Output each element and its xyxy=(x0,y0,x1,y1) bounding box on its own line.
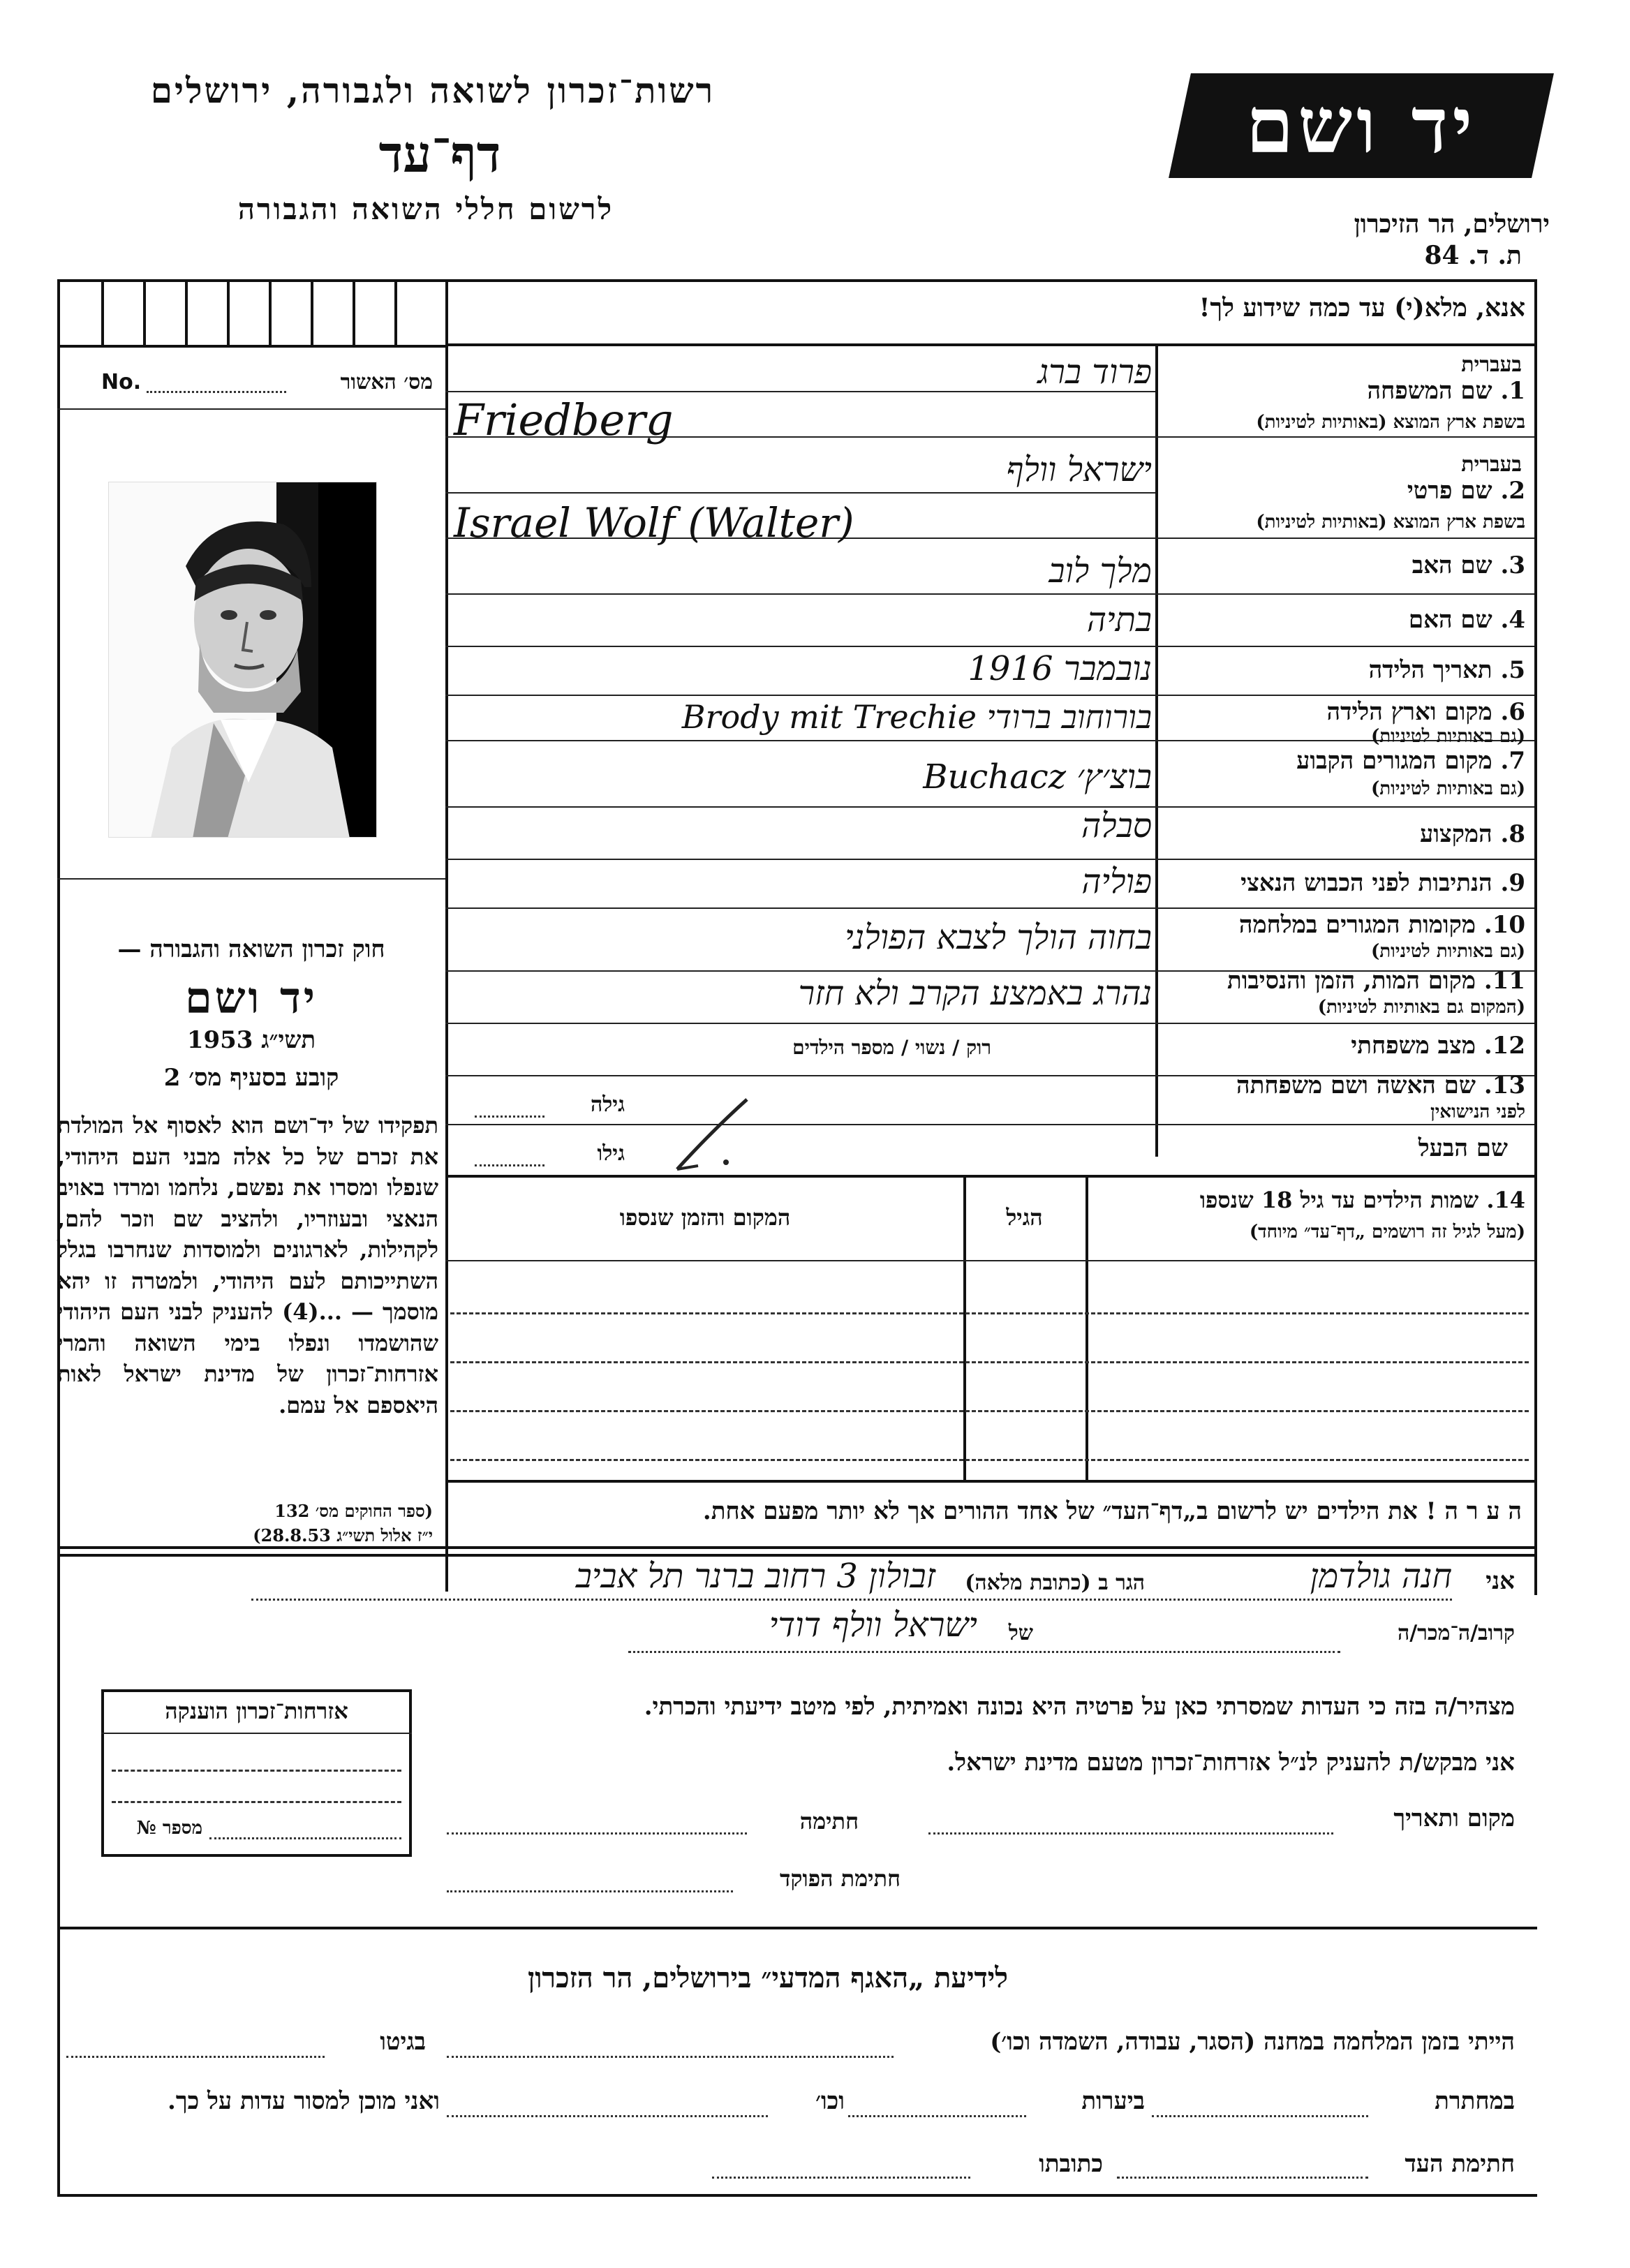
children-bottom xyxy=(445,1480,1534,1483)
field-13-number: 13. xyxy=(1483,1072,1525,1099)
dept-witness-sig-line[interactable] xyxy=(1117,2177,1368,2179)
field-2-text: שם פרטי xyxy=(1407,477,1492,505)
label-col-divider xyxy=(1155,343,1158,1157)
decl-place-date-label: מקום ותאריך xyxy=(1393,1804,1515,1832)
field-9-text: הנתיבות לפני הכבוש הנאצי xyxy=(1240,869,1492,897)
field-6-label xyxy=(1159,698,1525,726)
dept-underground-line[interactable] xyxy=(1152,2115,1368,2117)
citizenship-number-label: מספר № xyxy=(136,1818,202,1839)
dept-heading: לידיעת „האגף המדעי״ בירושלים, הר הזכרון xyxy=(528,1962,1008,1994)
form-subtitle: לרשום חללי השואה והגבורה xyxy=(237,192,614,226)
field-5-value[interactable]: נובמבר 1916 xyxy=(968,649,1152,688)
intro-text: אנא, מלא(י) עד כמה שידוע לך! xyxy=(1199,293,1525,323)
decl-i-label: אני xyxy=(1485,1567,1515,1595)
children-age-header: הגיל xyxy=(1006,1204,1043,1231)
frame-right xyxy=(1534,279,1537,1595)
law-clause: קובע בסעיף מס׳ 2 xyxy=(163,1064,339,1092)
children-row-3[interactable] xyxy=(450,1410,1529,1412)
field-1-lang: בעברית xyxy=(1461,353,1522,377)
decl-official-sig-label: חתימת הפוקד xyxy=(780,1865,901,1892)
field-1-label xyxy=(1159,377,1525,405)
field-12-number: 12. xyxy=(1483,1032,1525,1060)
row-sep-13 xyxy=(445,1124,1534,1125)
field-7-note: (גם באותיות לטיניות) xyxy=(1370,778,1525,799)
field-2-lang: בעברית xyxy=(1461,452,1522,477)
field-12-label xyxy=(1159,1032,1525,1060)
field-3-text: שם האב xyxy=(1412,551,1492,579)
checkbox-div-1 xyxy=(101,279,104,346)
decl-relation-value[interactable]: ישראל וולף דודי xyxy=(769,1606,977,1645)
dept-line1-a: הייתי בזמן המלחמה במחנה (הסגר, עבודה, השמדה וכו׳) xyxy=(990,2028,1515,2056)
handwritten-mark-icon xyxy=(656,1089,768,1180)
field-2-label xyxy=(1159,477,1525,505)
children-row-1[interactable] xyxy=(450,1312,1529,1314)
children-place-header: המקום והזמן שנספו xyxy=(619,1204,791,1231)
field-11-text: מקום המות, הזמן והנסיבות xyxy=(1227,967,1476,995)
declaration-top xyxy=(57,1546,1537,1549)
dept-camp-line[interactable] xyxy=(447,2056,894,2058)
dept-line2-c: וכו׳ xyxy=(815,2087,845,2115)
dept-etc-line[interactable] xyxy=(447,2115,768,2117)
field-6-note: (גם באותיות לטיניות) xyxy=(1370,726,1525,747)
citizenship-title-sep xyxy=(101,1733,412,1734)
field-10-number: 10. xyxy=(1483,911,1525,939)
dept-line1-b: בגיטו xyxy=(380,2028,426,2056)
decl-place-date-line[interactable] xyxy=(928,1832,1333,1835)
checkbox-div-2 xyxy=(143,279,146,346)
row-sep-9 xyxy=(445,907,1534,909)
checkbox-strip-bottom xyxy=(57,345,448,348)
photo-underline xyxy=(57,878,445,880)
field-2-hebrew-value[interactable]: ישראל וולף xyxy=(1006,450,1152,489)
field-6-number: 6. xyxy=(1500,698,1525,726)
approval-no: No. xyxy=(101,370,142,394)
field-1-latin-value[interactable]: Friedberg xyxy=(454,394,674,445)
main-divider xyxy=(445,279,448,1592)
dept-line3-b: כתובתו xyxy=(1039,2150,1103,2178)
row-sep-8 xyxy=(445,859,1534,860)
field-11-label xyxy=(1159,967,1525,995)
field-11-value[interactable]: נהרג באמצע הקרב ולא חזר xyxy=(798,974,1152,1013)
children-label: 14. שמות הילדים עד גיל 18 שנספו xyxy=(1199,1187,1525,1213)
decl-resides-label: הגר ב (כתובת מלאה) xyxy=(965,1571,1145,1595)
dept-line2-d: ואני מוכן למסור עדות על כך. xyxy=(168,2087,440,2115)
dept-forest-line[interactable] xyxy=(848,2115,1026,2117)
intro-underline xyxy=(445,343,1534,346)
law-heading: חוק זכרון השואה והגבורה — xyxy=(117,935,385,963)
dept-line2-a: במחתרת xyxy=(1435,2087,1515,2115)
children-col-2 xyxy=(1086,1175,1088,1482)
checkbox-div-4 xyxy=(227,279,230,346)
children-note: (מעל לגיל זה רושמים „דף־עד״ מיוחד) xyxy=(1249,1222,1525,1243)
field-4-value[interactable]: בתיה xyxy=(1086,600,1152,639)
field-12-options[interactable]: רוק / נשוי / מספר הילדים xyxy=(792,1036,991,1059)
row-sep-11 xyxy=(445,1023,1534,1024)
decl-relative-label: קרוב/ה־מכר/ה xyxy=(1397,1621,1515,1645)
age-she-label: גילה xyxy=(590,1092,625,1117)
law-year: תשי״ג 1953 xyxy=(186,1026,316,1054)
husband-label: שם הבעל xyxy=(1418,1134,1508,1162)
form-title: דף־עד xyxy=(378,124,501,184)
approval-no-line xyxy=(147,391,286,393)
location-line: ירושלים, הר הזיכרון xyxy=(1354,209,1550,239)
field-10-value[interactable]: בחוה הולך לצבא הפולני xyxy=(845,918,1152,957)
age-he-label: גילו xyxy=(597,1141,625,1166)
field-9-number: 9. xyxy=(1500,869,1525,897)
children-header-sep xyxy=(445,1260,1534,1261)
decl-signature-label: חתימה xyxy=(799,1808,859,1835)
field-2-latin-value[interactable]: Israel Wolf (Walter) xyxy=(454,499,854,547)
decl-address-value[interactable]: זבולון 3 רחוב ברנר תל אביב xyxy=(575,1557,935,1596)
field-8-label xyxy=(1159,820,1525,848)
law-name: יד ושם xyxy=(184,972,318,1023)
approval-underline xyxy=(57,408,445,410)
law-ref-2: י״ז אלול תשי״ג 28.8.53) xyxy=(253,1525,433,1546)
field-7-number: 7. xyxy=(1500,747,1525,775)
field-6-text: מקום וארץ הלידה xyxy=(1326,698,1492,726)
portrait-photo-icon xyxy=(109,482,377,838)
decl-official-sig-line[interactable] xyxy=(447,1890,733,1892)
field-1-hebrew-value[interactable]: פרוד ברג xyxy=(1037,353,1152,392)
dept-line2-b: ביערות xyxy=(1081,2087,1145,2115)
checkbox-div-8 xyxy=(394,279,397,346)
field-3-value[interactable]: מלך לוב xyxy=(1049,551,1152,591)
logo-text: יד ושם xyxy=(1245,80,1477,170)
field-3-label xyxy=(1159,551,1525,579)
citizenship-number-line[interactable] xyxy=(209,1837,401,1839)
field-5-number: 5. xyxy=(1500,656,1525,684)
law-paragraph: תפקידו של יד־ושם הוא לאסוף אל המולדת את זכרם של כל אלה מבני העם היהודי, שנפלו ומסרו את נפשם, נלחמו ומרדו באויב הנאצי ובעוזריו, ולהציב שם וזכר להם, לקהילות, לארגונים ולמוסדות שנחרבו בגלל השתייכותם לעם היהודי, ולמטרה זו יהא מוסמך — ...(4) להעניק לבני העם היהודי שהושמדו ונפלו בימי השואה והמרי אזרחות־זכרון של מדינת ישראל לאות היאספם אל עמם. xyxy=(57,1112,439,1418)
field-2-number: 2. xyxy=(1500,477,1525,505)
decl-relation-line xyxy=(628,1651,1340,1653)
frame-top xyxy=(57,279,1537,282)
citizenship-line-2 xyxy=(112,1801,401,1803)
field-13-note: לפני הנישואין xyxy=(1430,1102,1525,1122)
field-13-label xyxy=(1159,1072,1525,1099)
field-3-number: 3. xyxy=(1500,551,1525,579)
field-1-note: בשפת ארץ המוצא (באותיות לטיניות) xyxy=(1256,412,1525,433)
dept-ghetto-line[interactable] xyxy=(66,2056,325,2058)
field-13-text: שם האשה ושם משפחתה xyxy=(1236,1072,1476,1099)
field-11-note: (המקום גם באותיות לטיניות) xyxy=(1317,997,1525,1018)
field-10-text: מקומות המגורים במלחמה xyxy=(1238,911,1476,939)
frame-bottom xyxy=(57,2194,1537,2197)
age-she-line[interactable] xyxy=(475,1116,544,1118)
field-4-text: שם האם xyxy=(1408,606,1492,634)
dept-top xyxy=(57,1927,1537,1929)
row-sep-4 xyxy=(445,646,1534,647)
checkbox-div-5 xyxy=(269,279,272,346)
field-1-text: שם המשפחה xyxy=(1367,377,1492,405)
po-box: ת. ד. 84 xyxy=(1424,241,1522,270)
field-1-number: 1. xyxy=(1500,377,1525,405)
children-row-2[interactable] xyxy=(450,1361,1529,1363)
authority-title: רשות־זכרון לשואה ולגבורה, ירושלים xyxy=(150,70,716,111)
field-4-number: 4. xyxy=(1500,606,1525,634)
decl-signature-line[interactable] xyxy=(447,1832,747,1835)
age-he-line[interactable] xyxy=(475,1164,544,1166)
portrait-photo xyxy=(108,482,377,838)
field-4-label xyxy=(1159,606,1525,634)
decl-request: אני מבקש/ת להעניק לנ״ל אזרחות־זכרון מטעם מדינת ישראל. xyxy=(947,1749,1515,1777)
field-7-label xyxy=(1159,747,1525,775)
value-line-2a xyxy=(445,492,1155,494)
children-col-1 xyxy=(963,1175,966,1482)
field-7-value[interactable]: Buchacz בוצ׳ץ׳ xyxy=(923,757,1152,796)
children-row-4[interactable] xyxy=(450,1459,1529,1461)
fields-bottom xyxy=(445,1175,1534,1178)
field-10-note: (גם באותיות לטיניות) xyxy=(1370,941,1525,962)
decl-statement: מצהיר/ה בזה כי העדות שמסרתי כאן על פרטיה היא נכונה ואמיתית, לפי מיטב ידיעתי והכרתי. xyxy=(644,1693,1515,1721)
children-note-remark: ה ע ר ה ! את הילדים יש לרשום ב„דף־העד״ של אחד ההורים אך לא יותר מפעם אחת. xyxy=(702,1497,1522,1525)
row-sep-3 xyxy=(445,593,1534,595)
field-2-note: בשפת ארץ המוצא (באותיות לטיניות) xyxy=(1256,512,1525,533)
decl-i-value[interactable]: חנה גולדמן xyxy=(1310,1557,1452,1596)
field-8-number: 8. xyxy=(1500,820,1525,848)
field-5-text: תאריך הלידה xyxy=(1368,656,1492,684)
field-12-text: מצב משפחתי xyxy=(1351,1032,1476,1060)
approval-label: מס׳ האשור xyxy=(340,370,433,394)
field-6-value[interactable]: Brody mit Trechie בורוחוב ברודי xyxy=(681,698,1152,736)
dept-address-line[interactable] xyxy=(712,2177,970,2179)
law-ref-1: (ספר החוקים מס׳ 132 xyxy=(274,1501,433,1521)
row-sep-5 xyxy=(445,695,1534,696)
field-9-label xyxy=(1159,869,1525,897)
dept-line3-a: חתימת העד xyxy=(1405,2150,1515,2178)
citizenship-title: אזרחות־זכרון הוענקה xyxy=(165,1698,348,1724)
checkbox-div-7 xyxy=(353,279,355,346)
field-10-label xyxy=(1159,911,1525,939)
field-8-value[interactable]: סבלה xyxy=(1081,806,1152,845)
field-11-number: 11. xyxy=(1483,967,1525,995)
decl-of-label: של xyxy=(1008,1621,1033,1645)
field-5-label xyxy=(1159,656,1525,684)
decl-i-line xyxy=(251,1599,1452,1601)
checkbox-div-6 xyxy=(311,279,313,346)
citizenship-line-1 xyxy=(112,1770,401,1772)
field-8-text: המקצוע xyxy=(1419,820,1492,848)
field-9-value[interactable]: פוליה xyxy=(1081,862,1152,901)
field-7-text: מקום המגורים הקבוע xyxy=(1296,747,1492,775)
checkbox-div-3 xyxy=(185,279,188,346)
